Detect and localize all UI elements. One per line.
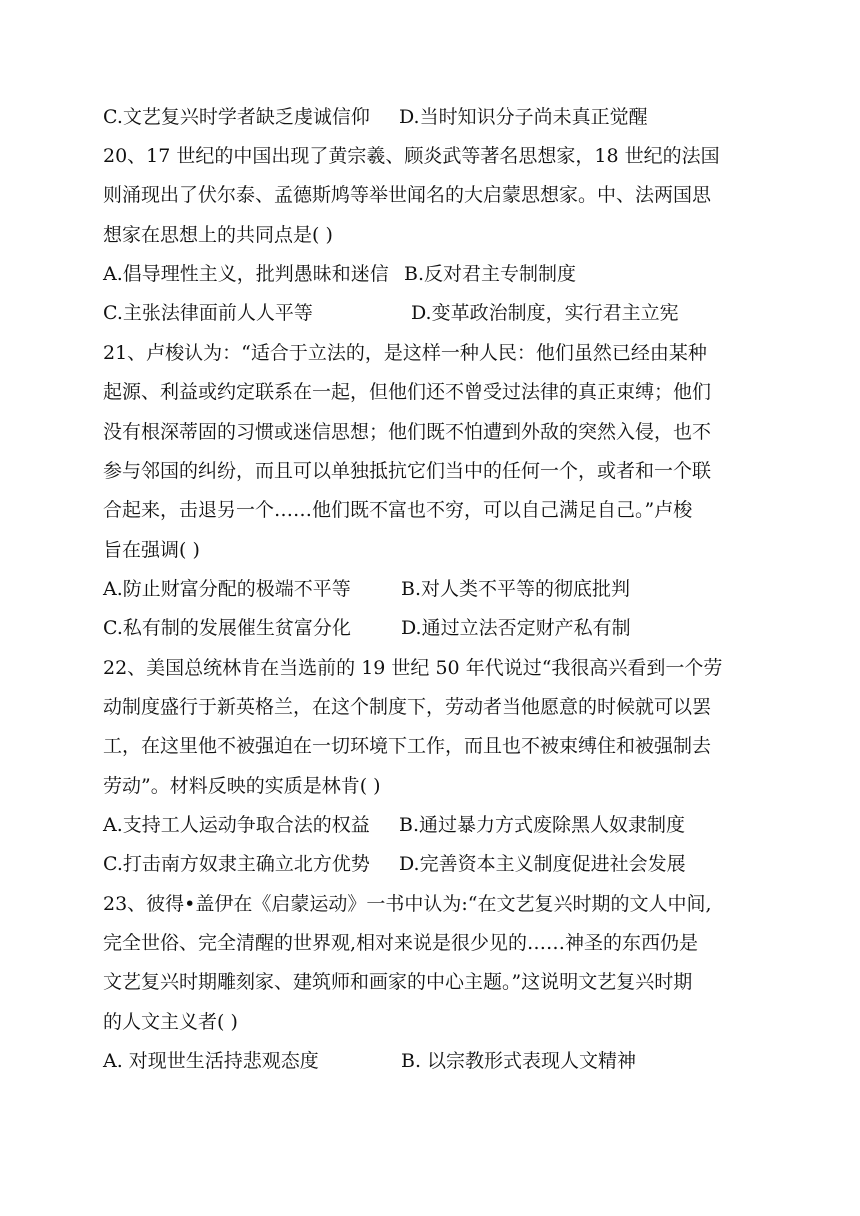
option-21-b: B.对人类不平等的彻底批判 — [401, 578, 631, 600]
question-21-line-2: 起源、利益或约定联系在一起，但他们还不曾受过法律的真正束缚；他们 — [103, 381, 712, 403]
option-21-d: D.通过立法否定财产私有制 — [401, 617, 631, 639]
question-23-line-3: 文艺复兴时期雕刻家、建筑师和画家的中心主题。”这说明文艺复兴时期 — [103, 971, 693, 993]
question-23-line-4: 的人文主义者( ) — [103, 1011, 238, 1033]
option-22-d: D.完善资本主义制度促进社会发展 — [399, 853, 686, 875]
option-23-a: A. 对现世生活持悲观态度 — [103, 1050, 319, 1072]
option-22-a: A.支持工人运动争取合法的权益 — [103, 814, 370, 836]
question-21-line-6: 旨在强调( ) — [103, 539, 200, 561]
question-22-line-2: 动制度盛行于新英格兰，在这个制度下，劳动者当他愿意的时候就可以罢 — [103, 696, 712, 718]
question-22-line-1: 22、美国总统林肯在当选前的 19 世纪 50 年代说过“我很高兴看到一个劳 — [103, 657, 723, 679]
question-21-line-1: 21、卢梭认为：“适合于立法的，是这样一种人民：他们虽然已经由某种 — [103, 342, 707, 364]
question-20-line-3: 想家在思想上的共同点是( ) — [103, 224, 333, 246]
question-21-line-4: 参与邻国的纠纷，而且可以单独抵抗它们当中的任何一个，或者和一个联 — [103, 460, 712, 482]
option-23-b: B. 以宗教形式表现人文精神 — [401, 1050, 637, 1072]
option-19-c: C.文艺复兴时学者缺乏虔诚信仰 — [103, 106, 370, 128]
option-20-c: C.主张法律面前人人平等 — [103, 302, 313, 324]
question-21-line-3: 没有根深蒂固的习惯或迷信思想；他们既不怕遭到外敌的突然入侵，也不 — [103, 421, 712, 443]
option-22-c: C.打击南方奴隶主确立北方优势 — [103, 853, 370, 875]
question-21-line-5: 合起来，击退另一个……他们既不富也不穷，可以自己满足自己。”卢梭 — [103, 499, 693, 521]
option-20-d: D.变革政治制度，实行君主立宪 — [411, 302, 679, 324]
question-22-line-3: 工，在这里他不被强迫在一切环境下工作，而且也不被束缚住和被强制去 — [103, 735, 712, 757]
option-21-a: A.防止财富分配的极端不平等 — [103, 578, 351, 600]
question-20-line-2: 则涌现出了伏尔泰、孟德斯鸠等举世闻名的大启蒙思想家。中、法两国思 — [103, 184, 712, 206]
option-19-d: D.当时知识分子尚未真正觉醒 — [399, 106, 648, 128]
question-23-line-1: 23、彼得•盖伊在《启蒙运动》一书中认为:“在文艺复兴时期的文人中间, — [103, 893, 712, 915]
option-20-b: B.反对君主专制制度 — [404, 263, 577, 285]
question-22-line-4: 劳动”。材料反映的实质是林肯( ) — [103, 775, 381, 797]
option-20-a: A.倡导理性主义，批判愚昧和迷信 — [103, 263, 389, 285]
option-22-b: B.通过暴力方式废除黑人奴隶制度 — [399, 814, 686, 836]
question-23-line-2: 完全世俗、完全清醒的世界观,相对来说是很少见的……神圣的东西仍是 — [103, 932, 699, 954]
question-20-line-1: 20、17 世纪的中国出现了黄宗羲、顾炎武等著名思想家，18 世纪的法国 — [103, 145, 720, 167]
option-21-c: C.私有制的发展催生贫富分化 — [103, 617, 351, 639]
